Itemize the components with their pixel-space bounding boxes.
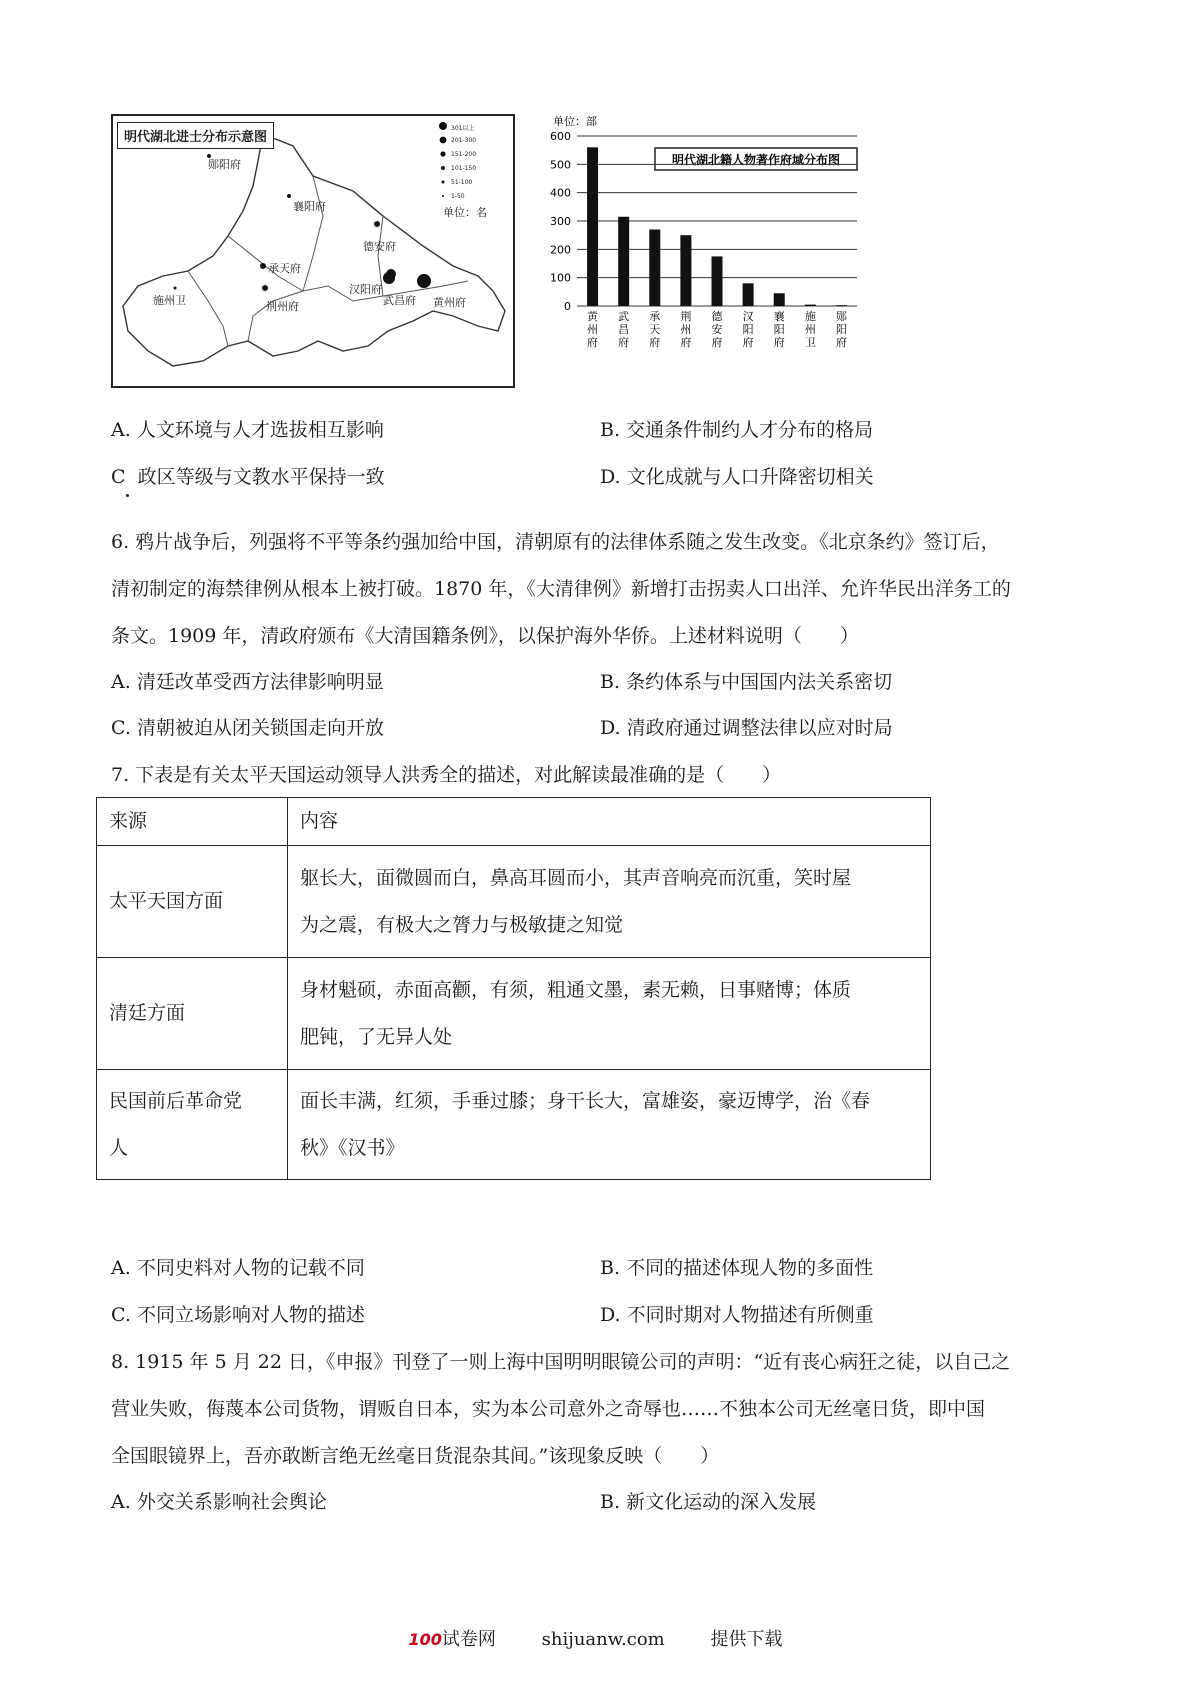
chart-xtick-label: 府 bbox=[742, 336, 754, 349]
table-header-row bbox=[97, 798, 931, 846]
q8-stem-line: 营业失败，侮蔑本公司货物，谓贩自日本，实为本公司意外之奇辱也……不独本公司无丝毫日货，即中国 bbox=[111, 1398, 986, 1420]
option-text: 人文环境与人才选拔相互影响 bbox=[136, 419, 384, 441]
map-label-wuchang: 武昌府 bbox=[383, 294, 416, 307]
q5-option-d[interactable] bbox=[600, 465, 874, 489]
option-letter: A. bbox=[111, 671, 131, 693]
chart-xtick-label: 府 bbox=[711, 336, 723, 349]
q8-stem-line: 8. 1915 年 5 月 22 日，《申报》刊登了一则上海中国明明眼镜公司的声明：“近有丧心病狂之徒，以自己之 bbox=[111, 1351, 1011, 1373]
table-cell-source: 民国前后革命党 人 bbox=[97, 1070, 288, 1180]
map-unit-label: 单位：名 bbox=[443, 206, 487, 219]
map-label-jingzhou: 荆州府 bbox=[266, 300, 299, 313]
page-footer bbox=[0, 1625, 1191, 1651]
chart-xtick-label: 卫 bbox=[804, 336, 816, 349]
map-label-chengtian: 承天府 bbox=[268, 262, 301, 275]
chart-xtick-label: 州 bbox=[680, 323, 692, 336]
map-label-yunyang: 郧阳府 bbox=[208, 158, 241, 171]
q6-stem-line: 6. 鸦片战争后，列强将不平等条约强加给中国，清朝原有的法律体系随之发生改变。《北京条约》签订后， bbox=[111, 531, 1000, 553]
option-letter: A. bbox=[111, 1257, 131, 1279]
chart-xtick-label: 施 bbox=[804, 310, 816, 323]
q7-option-b[interactable] bbox=[600, 1256, 873, 1280]
q7-option-c[interactable] bbox=[111, 1303, 365, 1327]
map-legend-item: 201-300 bbox=[451, 137, 477, 144]
chart-xtick-label: 武 bbox=[618, 310, 630, 323]
q7-stem: 7. 下表是有关太平天国运动领导人洪秀全的描述，对此解读最准确的是（ ） bbox=[111, 764, 782, 786]
chart-ytick-label: 200 bbox=[550, 243, 571, 257]
chart-xtick-label: 德 bbox=[711, 310, 723, 323]
option-text: 不同史料对人物的记载不同 bbox=[136, 1257, 365, 1279]
chart-xtick-label: 阳 bbox=[773, 323, 785, 336]
table-cell-source: 清廷方面 bbox=[97, 958, 288, 1070]
option-text: 不同立场影响对人物的描述 bbox=[136, 1304, 365, 1326]
chart-xtick-label: 荆 bbox=[680, 310, 692, 323]
map-label-xiangyang: 襄阳府 bbox=[293, 200, 326, 213]
chart-bar bbox=[774, 293, 785, 306]
map-dot-dean bbox=[374, 221, 380, 227]
site-logo: 100 bbox=[408, 1630, 442, 1649]
chart-xtick-label: 黄 bbox=[587, 310, 599, 323]
map-legend-item: 1-50 bbox=[451, 193, 465, 200]
option-letter: B. bbox=[600, 419, 621, 441]
chart-bar bbox=[680, 235, 691, 306]
map-dot-jingzhou bbox=[262, 285, 268, 291]
chart-bar bbox=[805, 305, 816, 306]
option-text: 文化成就与人口升降密切相关 bbox=[626, 466, 874, 488]
option-letter: B. bbox=[600, 671, 621, 693]
option-text: 清朝被迫从闭关锁国走向开放 bbox=[136, 717, 384, 739]
map-label-huangzhou: 黄州府 bbox=[433, 296, 466, 309]
q6-stem-line: 条文。1909 年，清政府颁布《大清国籍条例》，以保护海外华侨。上述材料说明（ ） bbox=[111, 625, 859, 647]
q6-option-a[interactable] bbox=[111, 670, 384, 694]
chart-bar bbox=[743, 283, 754, 306]
table-row bbox=[97, 846, 931, 958]
option-letter: A. bbox=[111, 419, 131, 441]
chart-ytick-label: 300 bbox=[550, 215, 571, 228]
bar-chart-svg bbox=[545, 114, 945, 384]
q7-option-a[interactable] bbox=[111, 1256, 365, 1280]
bar-chart bbox=[545, 114, 945, 384]
chart-xtick-label: 汉 bbox=[742, 310, 754, 323]
option-letter: D. bbox=[600, 466, 621, 488]
option-text: 政区等级与文教水平保持一致 bbox=[137, 466, 385, 488]
chart-title: 明代湖北籍人物著作府域分布图 bbox=[671, 153, 841, 167]
q5-option-b[interactable] bbox=[600, 418, 873, 442]
option-text: 交通条件制约人才分布的格局 bbox=[626, 419, 874, 441]
option-text: 不同时期对人物描述有所侧重 bbox=[626, 1304, 874, 1326]
map-figure bbox=[111, 114, 515, 388]
option-letter: C. bbox=[111, 717, 131, 739]
chart-xtick-label: 安 bbox=[711, 323, 723, 336]
table-cell-content: 面长丰满，红须，手垂过膝；身干长大，富雄姿，豪迈博学，治《春 秋》《汉书》 bbox=[288, 1070, 931, 1180]
chart-xtick-label: 郧 bbox=[835, 310, 847, 323]
history-table bbox=[96, 797, 931, 1180]
option-letter: D. bbox=[600, 1304, 621, 1326]
chart-bar bbox=[618, 217, 629, 306]
q5-option-a[interactable] bbox=[111, 418, 384, 442]
map-legend-item: 51-100 bbox=[451, 179, 473, 186]
footer-site-name: 试卷网 bbox=[441, 1629, 496, 1650]
map-dot-xiangyang bbox=[287, 194, 291, 198]
chart-xtick-label: 府 bbox=[649, 336, 661, 349]
chart-bar bbox=[712, 256, 723, 306]
q6-option-d[interactable] bbox=[600, 716, 893, 740]
stray-dot bbox=[126, 494, 129, 497]
q6-stem-line: 清初制定的海禁律例从根本上被打破。1870 年，《大清律例》新增打击拐卖人口出洋、允许华民出洋务工的 bbox=[111, 578, 1011, 600]
table-cell-source: 太平天国方面 bbox=[97, 846, 288, 958]
option-letter: D. bbox=[600, 717, 621, 739]
table-header-content: 内容 bbox=[288, 798, 931, 846]
option-text: 清政府通过调整法律以应对时局 bbox=[626, 717, 893, 739]
option-letter: A. bbox=[111, 1491, 131, 1513]
option-letter: B. bbox=[600, 1491, 621, 1513]
q5-option-c[interactable] bbox=[111, 465, 385, 489]
table-header-source: 来源 bbox=[97, 798, 288, 846]
table-cell-content: 身材魁硕，赤面高颧，有须，粗通文墨，素无赖，日事赌博；体质 肥钝，了无异人处 bbox=[288, 958, 931, 1070]
chart-xtick-label: 承 bbox=[649, 310, 661, 323]
map-dot-huangzhou bbox=[417, 274, 431, 288]
chart-xtick-label: 府 bbox=[773, 336, 785, 349]
map-label-hanyang: 汉阳府 bbox=[349, 283, 382, 296]
map-legend-item: 151-200 bbox=[451, 151, 477, 158]
footer-url[interactable]: shijuanw.com bbox=[541, 1629, 665, 1650]
chart-ytick-label: 0 bbox=[564, 300, 571, 313]
option-text: 清廷改革受西方法律影响明显 bbox=[136, 671, 384, 693]
chart-xtick-label: 阳 bbox=[835, 323, 847, 336]
map-label-shizhou: 施州卫 bbox=[153, 294, 186, 307]
chart-bar bbox=[836, 305, 847, 306]
chart-ytick-label: 100 bbox=[550, 271, 571, 285]
chart-ytick-label: 600 bbox=[550, 130, 571, 143]
chart-xtick-label: 州 bbox=[804, 323, 816, 336]
chart-xtick-label: 州 bbox=[587, 323, 599, 336]
chart-xtick-label: 府 bbox=[587, 336, 599, 349]
map-dot-chengtian bbox=[260, 263, 266, 269]
q8-option-b[interactable] bbox=[600, 1490, 816, 1514]
option-text: 外交关系影响社会舆论 bbox=[136, 1491, 327, 1513]
table-row bbox=[97, 958, 931, 1070]
chart-unit-label: 单位：部 bbox=[553, 115, 597, 128]
chart-ytick-label: 500 bbox=[550, 158, 571, 172]
chart-xtick-label: 襄 bbox=[773, 310, 785, 323]
option-text: 条约体系与中国国内法关系密切 bbox=[626, 671, 893, 693]
chart-bar bbox=[587, 147, 598, 306]
chart-xtick-label: 府 bbox=[835, 336, 847, 349]
table-row bbox=[97, 1070, 931, 1180]
map-dot-shizhou bbox=[174, 287, 177, 290]
q7-option-d[interactable] bbox=[600, 1303, 874, 1327]
option-letter: B. bbox=[600, 1257, 621, 1279]
option-text: 新文化运动的深入发展 bbox=[626, 1491, 817, 1513]
option-letter: C. bbox=[111, 1304, 131, 1326]
chart-ytick-label: 400 bbox=[550, 186, 571, 200]
chart-xtick-label: 天 bbox=[649, 323, 661, 336]
chart-xtick-label: 阳 bbox=[742, 323, 754, 336]
chart-xtick-label: 昌 bbox=[618, 323, 630, 336]
q8-option-a[interactable] bbox=[111, 1490, 327, 1514]
q8-stem-line: 全国眼镜界上，吾亦敢断言绝无丝毫日货混杂其间。”该现象反映（ ） bbox=[111, 1445, 720, 1467]
map-dot-wuchang bbox=[383, 272, 395, 284]
footer-note: 提供下载 bbox=[710, 1629, 783, 1650]
map-legend-item: 301以上 bbox=[451, 125, 475, 132]
chart-xtick-label: 府 bbox=[680, 336, 692, 349]
chart-xtick-label: 府 bbox=[618, 336, 630, 349]
map-legend-item: 101-150 bbox=[451, 165, 477, 172]
q6-option-b[interactable] bbox=[600, 670, 892, 694]
option-text: 不同的描述体现人物的多面性 bbox=[626, 1257, 874, 1279]
option-letter: C bbox=[111, 466, 126, 488]
table-cell-content: 躯长大，面微圆而白，鼻高耳圆而小，其声音响亮而沉重，笑时屋 为之震，有极大之膂力与极敏捷之知觉 bbox=[288, 846, 931, 958]
map-label-dean: 德安府 bbox=[363, 240, 396, 253]
chart-bar bbox=[649, 230, 660, 307]
map-title: 明代湖北进士分布示意图 bbox=[117, 122, 274, 149]
q6-option-c[interactable] bbox=[111, 716, 384, 740]
